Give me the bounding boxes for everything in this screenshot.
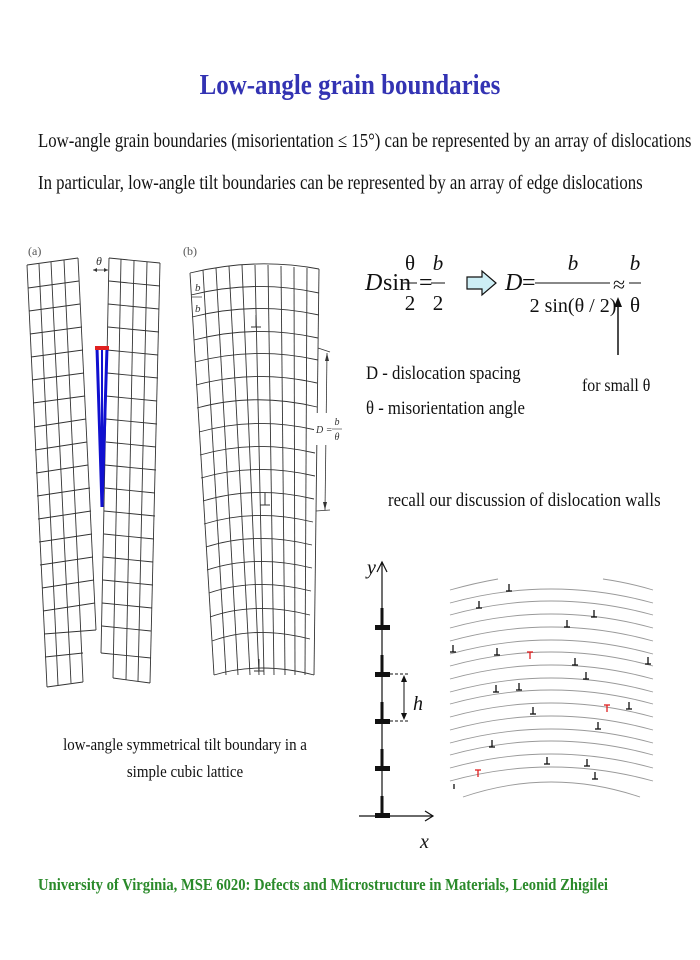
implies-arrow-icon — [467, 271, 496, 295]
y-axis-label: y — [367, 557, 376, 579]
figure-b-dislocation-lattice — [170, 235, 360, 730]
svg-text:b: b — [195, 282, 201, 294]
svg-text:θ: θ — [404, 251, 416, 275]
svg-text:≈: ≈ — [613, 272, 626, 297]
intro-line-1: Low-angle grain boundaries (misorientation ≤ 15°) can be represented by an array of dislocations — [38, 131, 692, 152]
svg-text:D: D — [505, 270, 523, 296]
svg-text:D =: D = — [316, 425, 333, 436]
theta-symbol: θ — [96, 254, 102, 268]
svg-text:2: 2 — [404, 291, 416, 315]
wedge-highlight — [95, 348, 109, 507]
x-axis-label: x — [420, 831, 429, 853]
right-grain-lattice — [101, 258, 160, 683]
burgers-labels — [192, 282, 202, 315]
svg-text:2: 2 — [432, 291, 444, 315]
recall-note: recall our discussion of dislocation walls — [388, 490, 661, 511]
curved-planes — [450, 579, 653, 797]
equation-1 — [364, 251, 445, 315]
svg-text:sin: sin — [383, 270, 412, 296]
legend-angle: θ - misorientation angle — [366, 398, 525, 419]
dislocation-wall-diagram — [355, 550, 450, 860]
svg-text:b: b — [629, 251, 641, 275]
equations-block — [355, 240, 685, 355]
caption-line-2: simple cubic lattice — [126, 762, 244, 781]
svg-text:D: D — [365, 270, 383, 296]
svg-text:b: b — [195, 303, 201, 315]
intro-line-2: In particular, low-angle tilt boundaries can be represented by an array of edge dislocations — [38, 173, 643, 194]
svg-text:θ: θ — [629, 293, 641, 317]
svg-text:b: b — [334, 417, 340, 428]
figure-a-tilt-boundary — [20, 235, 180, 730]
bent-crystal-dislocations — [445, 565, 680, 810]
spacing-h-marker — [390, 674, 423, 721]
svg-text:h: h — [413, 693, 423, 715]
svg-text:b: b — [567, 251, 579, 275]
footer-credit: University of Virginia, MSE 6020: Defects and Microstructure in Materials, Leonid Zhigilei — [38, 875, 609, 894]
equation-2 — [504, 251, 641, 317]
svg-text:=: = — [522, 270, 536, 296]
left-grain-lattice — [27, 258, 96, 687]
svg-text:2 sin(θ / 2): 2 sin(θ / 2) — [529, 295, 617, 317]
legend-spacing: D - dislocation spacing — [366, 363, 521, 384]
svg-text:b: b — [432, 251, 444, 275]
svg-text:θ: θ — [334, 432, 340, 443]
figure-a-label: (a) — [28, 244, 42, 258]
figure-b-label: (b) — [183, 244, 197, 258]
bent-lattice — [190, 264, 319, 675]
edge-dislocations — [450, 584, 651, 789]
small-angle-note: for small θ — [582, 375, 651, 395]
slide-title: Low-angle grain boundaries — [199, 69, 501, 101]
note-pointer-arrow — [614, 297, 622, 355]
figure-caption — [49, 731, 322, 785]
spacing-dimension-arrow — [314, 348, 342, 511]
theta-gap-marker — [93, 254, 108, 272]
svg-text:=: = — [419, 270, 433, 296]
caption-line-1: low-angle symmetrical tilt boundary in a — [63, 735, 307, 754]
